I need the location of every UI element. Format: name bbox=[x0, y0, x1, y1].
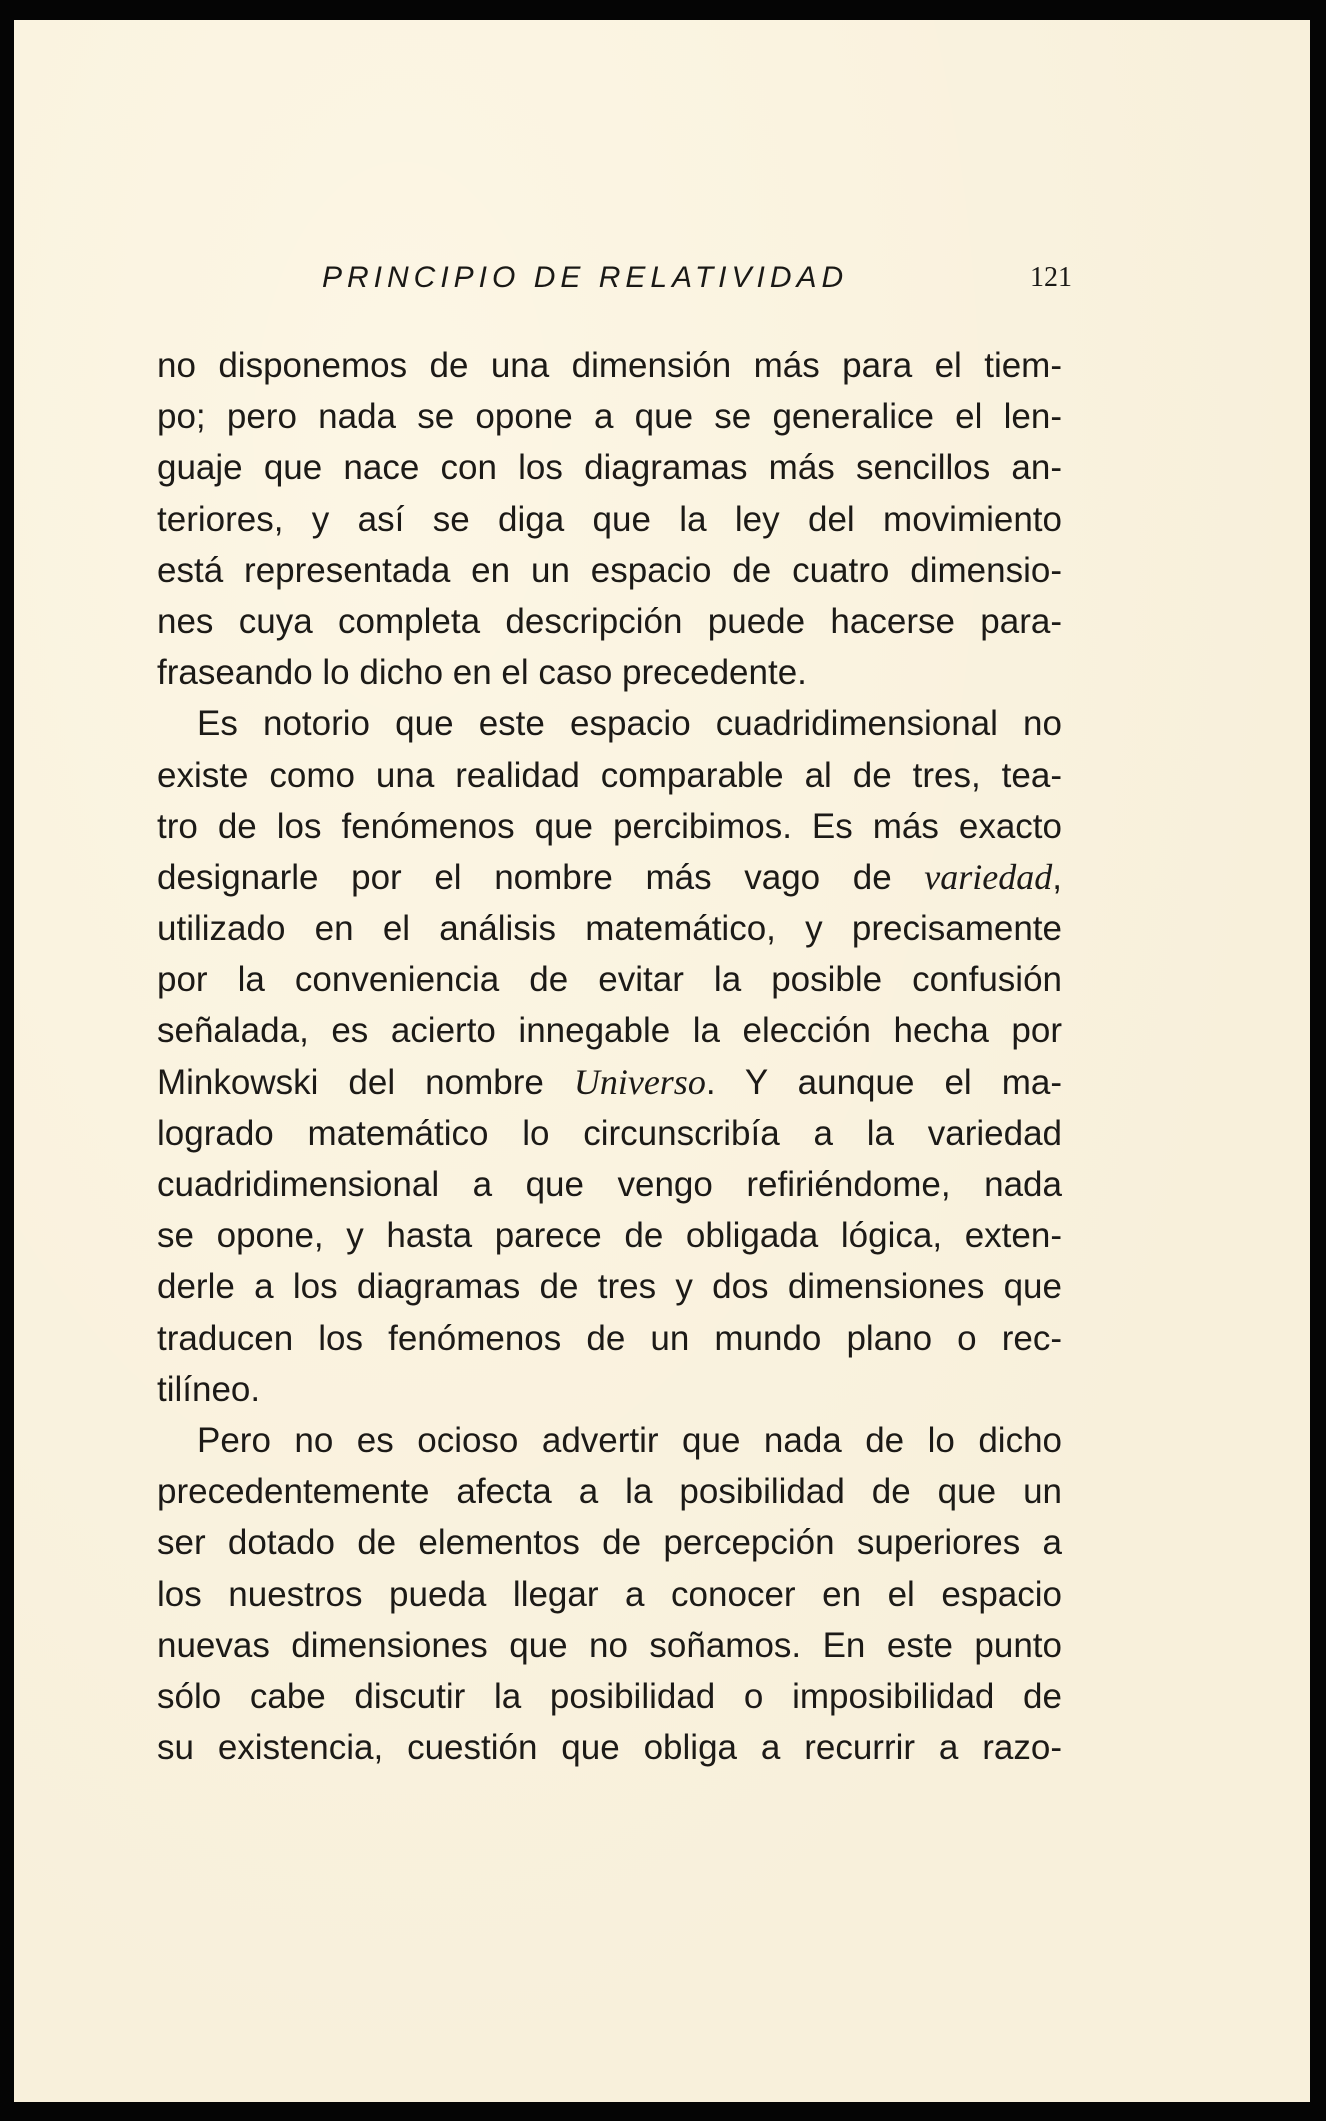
emphasis-variedad: variedad bbox=[924, 856, 1053, 897]
text-line: Es notorio que este espacio cuadridimensional no bbox=[197, 704, 1062, 744]
text-line: fraseando lo dicho en el caso precedente. bbox=[157, 653, 807, 693]
book-page bbox=[14, 20, 1310, 2102]
text-line: se opone, y hasta parece de obligada lógica, exten- bbox=[157, 1216, 1062, 1256]
text-line: por la conveniencia de evitar la posible confusión bbox=[157, 960, 1062, 1000]
text-line: po; pero nada se opone a que se generalice el len- bbox=[157, 397, 1062, 437]
text-segment: , bbox=[1052, 857, 1062, 897]
page-header bbox=[172, 248, 1072, 308]
text-line: guaje que nace con los diagramas más sencillos an- bbox=[157, 448, 1062, 488]
text-line: derle a los diagramas de tres y dos dimensiones que bbox=[157, 1267, 1062, 1307]
text-line: los nuestros pueda llegar a conocer en el espacio bbox=[157, 1574, 1062, 1614]
text-line: existe como una realidad comparable al de tres, tea- bbox=[157, 755, 1062, 795]
text-line: su existencia, cuestión que obliga a recurrir a razo- bbox=[157, 1728, 1062, 1768]
body-text bbox=[157, 340, 1062, 1773]
text-line: señalada, es acierto innegable la elección hecha por bbox=[157, 1011, 1062, 1051]
text-line: sólo cabe discutir la posibilidad o imposibilidad de bbox=[157, 1676, 1062, 1716]
text-line: tro de los fenómenos que percibimos. Es más exacto bbox=[157, 806, 1062, 846]
text-line: nes cuya completa descripción puede hacerse para- bbox=[157, 601, 1062, 641]
text-line: logrado matemático lo circunscribía a la variedad bbox=[157, 1113, 1062, 1153]
text-segment: Minkowski del nombre bbox=[157, 1062, 574, 1102]
text-line: Pero no es ocioso advertir que nada de lo dicho bbox=[197, 1420, 1062, 1460]
page-number: 121 bbox=[1030, 262, 1072, 293]
text-segment: . Y aunque el ma- bbox=[705, 1062, 1062, 1102]
text-line: no disponemos de una dimensión más para el tiem- bbox=[157, 346, 1062, 385]
running-head: PRINCIPIO DE RELATIVIDAD bbox=[322, 261, 849, 294]
text-segment: designarle por el nombre más vago de bbox=[157, 857, 925, 897]
text-line: teriores, y así se diga que la ley del movimiento bbox=[157, 499, 1062, 539]
emphasis-universo: Universo bbox=[573, 1061, 706, 1102]
text-line: ser dotado de elementos de percepción superiores a bbox=[157, 1523, 1062, 1563]
text-line-with-emphasis bbox=[157, 852, 1062, 903]
text-line: traducen los fenómenos de un mundo plano o rec- bbox=[157, 1318, 1062, 1358]
text-line: precedentemente afecta a la posibilidad de que un bbox=[157, 1472, 1062, 1512]
text-line: nuevas dimensiones que no soñamos. En este punto bbox=[157, 1625, 1062, 1665]
text-line: tilíneo. bbox=[157, 1369, 261, 1409]
text-line-with-emphasis bbox=[157, 1057, 1062, 1108]
text-line: cuadridimensional a que vengo refiriéndome, nada bbox=[157, 1165, 1062, 1204]
text-line: utilizado en el análisis matemático, y precisamente bbox=[157, 909, 1062, 949]
text-line: está representada en un espacio de cuatro dimensio- bbox=[157, 550, 1062, 590]
